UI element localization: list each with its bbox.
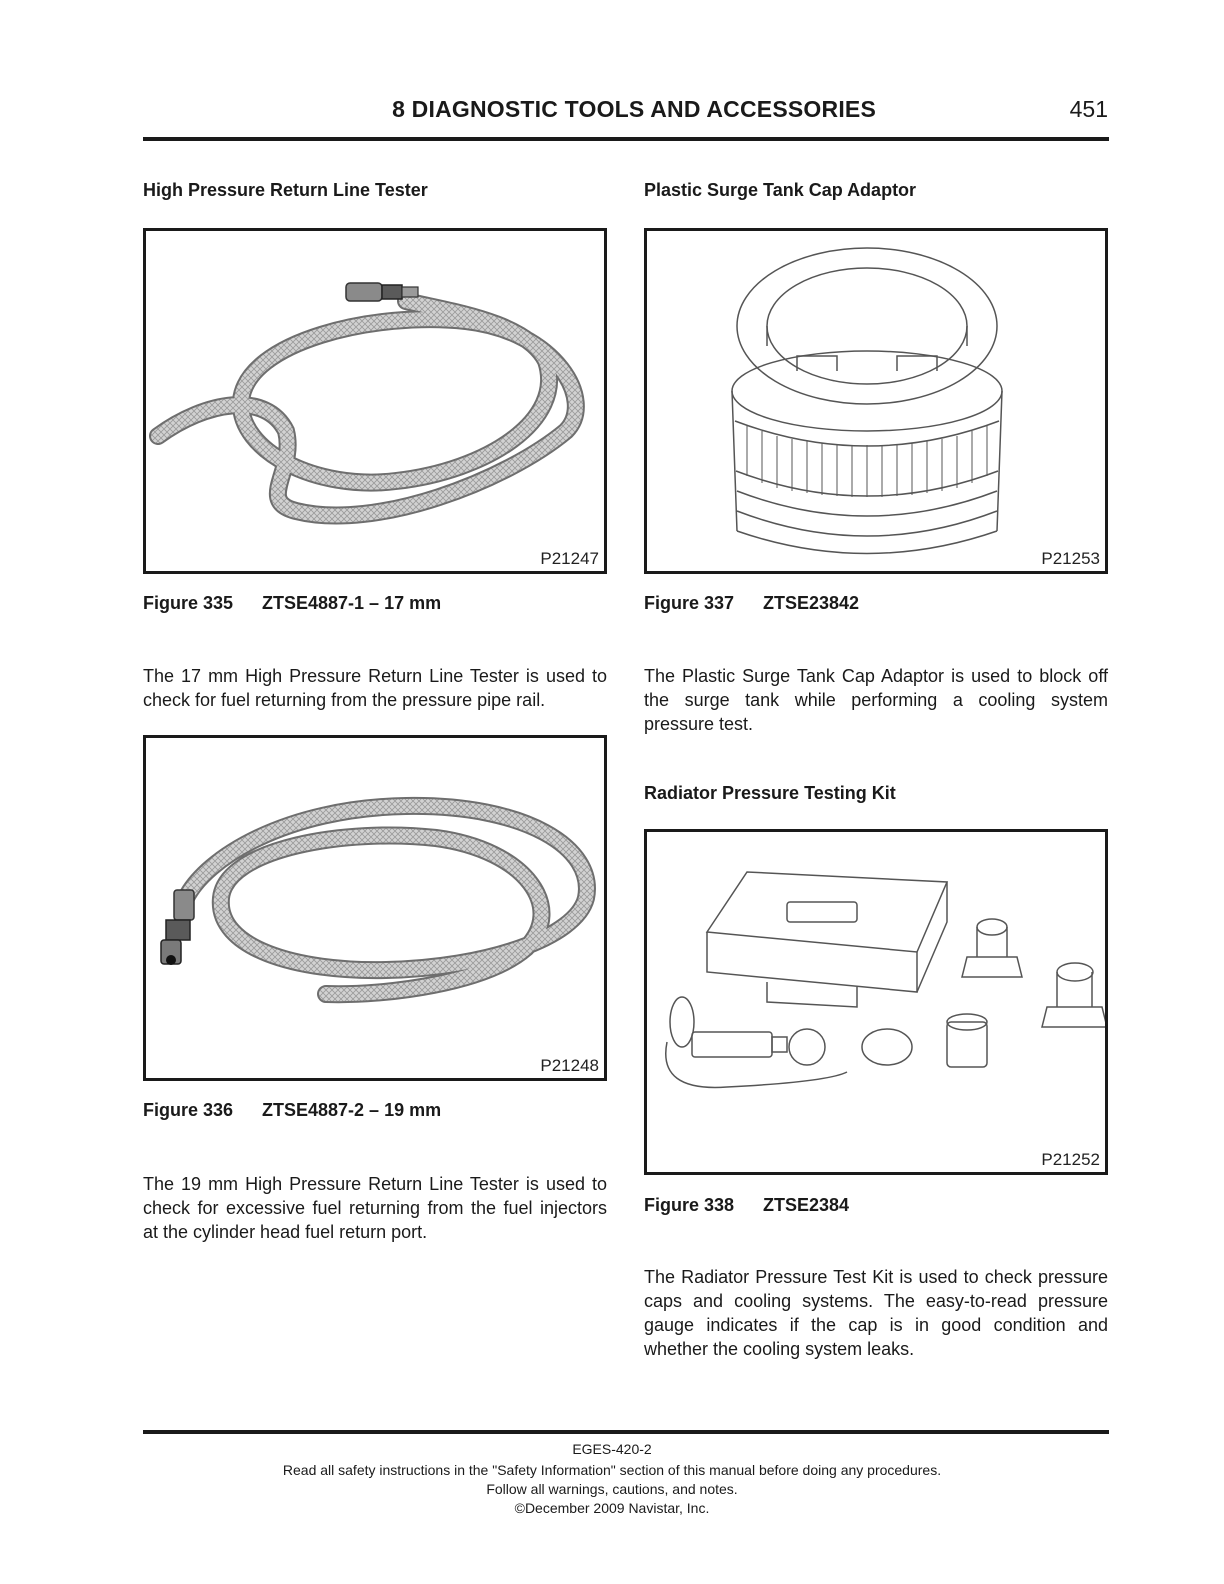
hose-17mm-illustration	[146, 231, 604, 571]
footer-doc-id: EGES-420-2	[572, 1441, 652, 1457]
hose-19mm-illustration	[146, 738, 604, 1078]
radiator-pressure-testing-kit-illustration	[647, 832, 1105, 1172]
figure-336-caption	[143, 1100, 441, 1121]
paragraph-17mm-tester: The 17 mm High Pressure Return Line Tester is used to check for fuel returning from the pressure pipe rail.	[143, 666, 607, 710]
figure-338-code: P21252	[1041, 1150, 1100, 1169]
figure-335-caption	[143, 593, 441, 614]
page-title: 8 DIAGNOSTIC TOOLS AND ACCESSORIES	[392, 96, 876, 122]
heading-high-pressure-return-line-tester: High Pressure Return Line Tester	[143, 180, 428, 200]
figure-335-number: Figure 335	[143, 593, 234, 613]
figure-337-text: ZTSE23842	[763, 593, 860, 613]
figure-338-caption	[644, 1195, 849, 1216]
figure-335-image	[143, 228, 607, 574]
figure-337-image	[644, 228, 1108, 574]
figure-337-caption	[644, 593, 859, 614]
figure-336-text: ZTSE4887-2 – 19 mm	[262, 1100, 442, 1120]
paragraph-radiator-pressure-testing-kit: The Radiator Pressure Test Kit is used to check pressure caps and cooling systems. The easy-to-read pressure gauge indicates if the cap is in good condition and whether the cooling system leaks.	[644, 1267, 1108, 1359]
header-rule	[143, 137, 1109, 141]
heading-radiator-pressure-testing-kit: Radiator Pressure Testing Kit	[644, 783, 896, 803]
figure-336-code: P21248	[540, 1056, 599, 1075]
figure-338-text: ZTSE2384	[763, 1195, 850, 1215]
footer-rule	[143, 1430, 1109, 1434]
figure-338-number: Figure 338	[644, 1195, 735, 1215]
page-number: 451	[1069, 96, 1108, 122]
heading-plastic-surge-tank-cap-adaptor: Plastic Surge Tank Cap Adaptor	[644, 180, 917, 200]
figure-336-image	[143, 735, 607, 1081]
figure-338-image	[644, 829, 1108, 1175]
figure-336-number: Figure 336	[143, 1100, 234, 1120]
footer-copyright: ©December 2009 Navistar, Inc.	[514, 1500, 710, 1516]
fitting-19mm	[161, 890, 194, 965]
figure-337-code: P21253	[1041, 549, 1100, 568]
paragraph-surge-tank-cap-adaptor: The Plastic Surge Tank Cap Adaptor is used to block off the surge tank while performing a cooling system pressure test.	[644, 666, 1108, 734]
figure-337-number: Figure 337	[644, 593, 735, 613]
figure-335-code: P21247	[540, 549, 599, 568]
footer-safety-note: Read all safety instructions in the "Safety Information" section of this manual before doing any procedures.	[282, 1462, 942, 1478]
paragraph-19mm-tester: The 19 mm High Pressure Return Line Tester is used to check for excessive fuel returning from the fuel injectors at the cylinder head fuel return port.	[143, 1174, 607, 1242]
footer-warnings-note: Follow all warnings, cautions, and notes.	[486, 1481, 738, 1497]
surge-tank-cap-adaptor-illustration	[647, 231, 1105, 571]
figure-335-text: ZTSE4887-1 – 17 mm	[262, 593, 442, 613]
